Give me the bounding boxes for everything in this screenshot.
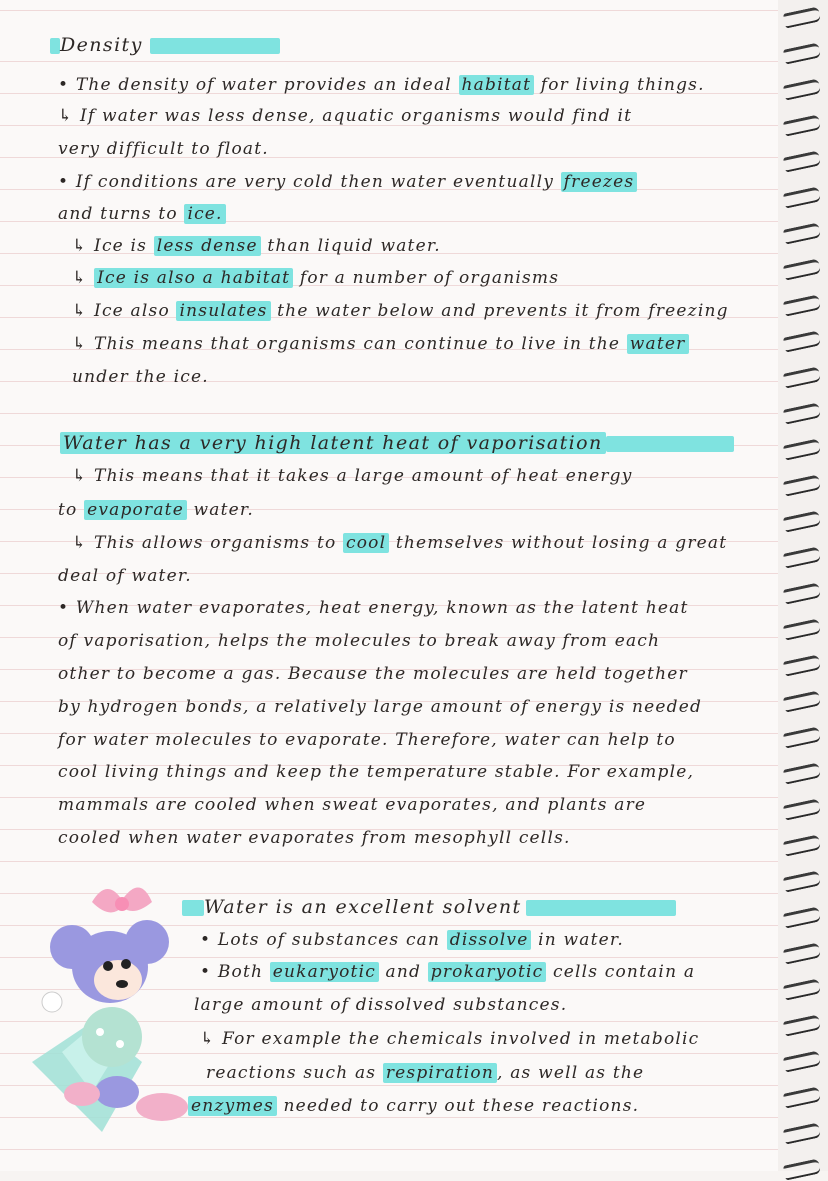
line-text: other to become a gas. Because the molecules are held together — [58, 664, 688, 684]
highlighted-term: water — [627, 334, 689, 354]
line-text: under the ice. — [72, 367, 209, 387]
line-text: and — [378, 962, 428, 982]
line-text: large amount of dissolved substances. — [194, 995, 568, 1015]
line-text: in water. — [531, 930, 624, 950]
note-line — [58, 75, 705, 95]
note-line — [58, 106, 632, 126]
spiral-ring — [783, 762, 821, 784]
note-line — [72, 301, 729, 321]
line-text: • Lots of substances can — [200, 930, 447, 950]
highlighted-term: eukaryotic — [270, 962, 379, 982]
line-text: deal of water. — [58, 566, 192, 586]
highlighted-term: less dense — [154, 236, 261, 256]
highlighted-term: dissolve — [447, 930, 532, 950]
note-line — [58, 500, 254, 520]
line-text: for water molecules to evaporate. Therefore, water can help to — [58, 730, 676, 750]
spiral-ring — [783, 438, 821, 460]
note-line — [72, 533, 727, 553]
line-text: cells contain a — [546, 962, 696, 982]
spiral-ring — [783, 222, 821, 244]
spiral-binding — [778, 0, 828, 1171]
spiral-ring — [783, 1014, 821, 1036]
line-text: ↳ If water was less dense, aquatic organisms would find it — [58, 106, 633, 126]
note-line — [58, 762, 694, 782]
spiral-ring — [783, 330, 821, 352]
line-text: than liquid water. — [260, 236, 441, 256]
line-text: and turns to — [58, 204, 185, 224]
spiral-ring — [783, 690, 821, 712]
spiral-ring — [783, 42, 821, 64]
line-text: cooled when water evaporates from mesophyll cells. — [58, 828, 571, 848]
spiral-ring — [783, 366, 821, 388]
highlighted-term: evaporate — [84, 500, 187, 520]
note-line — [72, 236, 441, 256]
note-line — [58, 631, 660, 651]
line-text: mammals are cooled when sweat evaporates, and plants are — [58, 795, 647, 815]
highlighted-term: Ice is also a habitat — [94, 268, 293, 288]
spiral-ring — [783, 510, 821, 532]
spiral-ring — [783, 186, 821, 208]
line-text: ↳ This means that it takes a large amount of heat energy — [72, 466, 633, 486]
note-line — [72, 466, 633, 486]
spiral-ring — [783, 1050, 821, 1072]
note-line — [206, 1063, 644, 1083]
spiral-ring — [783, 654, 821, 676]
spiral-ring — [783, 78, 821, 100]
spiral-ring — [783, 618, 821, 640]
line-text: water. — [186, 500, 254, 520]
spiral-ring — [783, 294, 821, 316]
line-text: ↳ Ice also — [72, 301, 177, 321]
note-line — [58, 204, 226, 224]
highlighted-term: cool — [343, 533, 389, 553]
note-line — [200, 1029, 699, 1049]
highlight-marker — [606, 436, 734, 452]
note-line — [58, 828, 571, 848]
line-text: very difficult to float. — [58, 139, 269, 159]
spiral-ring — [783, 258, 821, 280]
spiral-ring — [783, 1122, 821, 1144]
note-line — [58, 598, 689, 618]
line-text: by hydrogen bonds, a relatively large amount of energy is needed — [58, 697, 703, 717]
line-text: ↳ This means that organisms can continue to live in the — [72, 334, 627, 354]
note-line — [72, 334, 689, 354]
line-text: for living things. — [534, 75, 705, 95]
note-line — [72, 268, 559, 288]
line-text: , as well as the — [497, 1063, 645, 1083]
note-line — [58, 697, 702, 717]
note-line — [200, 930, 624, 950]
highlighted-term: respiration — [383, 1063, 497, 1083]
cartoon-mouse-sticker-icon — [22, 862, 192, 1142]
line-text: ↳ For example the chemicals involved in metabolic — [200, 1029, 700, 1049]
spiral-ring — [783, 546, 821, 568]
spiral-ring — [783, 870, 821, 892]
highlight-marker — [526, 900, 676, 916]
spiral-ring — [783, 798, 821, 820]
note-line — [58, 795, 646, 815]
note-line — [72, 367, 209, 387]
note-line — [194, 995, 567, 1015]
line-text: of vaporisation, helps the molecules to break away from each — [58, 631, 661, 651]
note-line — [58, 139, 269, 159]
line-text: to — [58, 500, 85, 520]
section-density-title: Density — [50, 34, 280, 56]
line-text: for a number of organisms — [293, 268, 560, 288]
highlight-marker — [150, 38, 280, 54]
spiral-ring — [783, 150, 821, 172]
line-text: • When water evaporates, heat energy, known as the latent heat — [58, 598, 689, 618]
spiral-ring — [783, 906, 821, 928]
spiral-ring — [783, 942, 821, 964]
line-text: cool living things and keep the temperature stable. For example, — [58, 762, 695, 782]
line-text: the water below and prevents it from freezing — [270, 301, 729, 321]
note-line — [58, 664, 688, 684]
highlighted-term: enzymes — [188, 1096, 277, 1116]
line-text: • If conditions are very cold then water eventually — [58, 172, 561, 192]
spiral-ring — [783, 402, 821, 424]
spiral-ring — [783, 1158, 821, 1180]
line-text: ↳ This allows organisms to — [72, 533, 344, 553]
note-line — [188, 1096, 639, 1116]
note-line — [200, 962, 695, 982]
spiral-ring — [783, 6, 821, 28]
highlighted-term: ice. — [184, 204, 225, 224]
spiral-ring — [783, 582, 821, 604]
spiral-ring — [783, 834, 821, 856]
line-text: ↳ — [72, 268, 95, 288]
spiral-ring — [783, 726, 821, 748]
line-text: reactions such as — [206, 1063, 383, 1083]
spiral-ring — [783, 1086, 821, 1108]
line-text: • Both — [200, 962, 270, 982]
highlighted-term: insulates — [176, 301, 270, 321]
spiral-ring — [783, 474, 821, 496]
line-text: • The density of water provides an ideal — [58, 75, 459, 95]
note-line — [58, 172, 637, 192]
line-text: themselves without losing a great — [389, 533, 728, 553]
section-solvent-title: Water is an excellent solvent — [182, 896, 676, 918]
highlighted-term: habitat — [459, 75, 535, 95]
line-text: needed to carry out these reactions. — [276, 1096, 640, 1116]
line-text: ↳ Ice is — [72, 236, 154, 256]
highlight-marker — [50, 38, 60, 54]
spiral-ring — [783, 114, 821, 136]
note-line — [58, 730, 676, 750]
section-latent-heat-title: Water has a very high latent heat of vaporisation — [60, 432, 734, 454]
note-line — [58, 566, 192, 586]
highlighted-term: freezes — [561, 172, 638, 192]
spiral-ring — [783, 978, 821, 1000]
highlighted-term: prokaryotic — [428, 962, 547, 982]
